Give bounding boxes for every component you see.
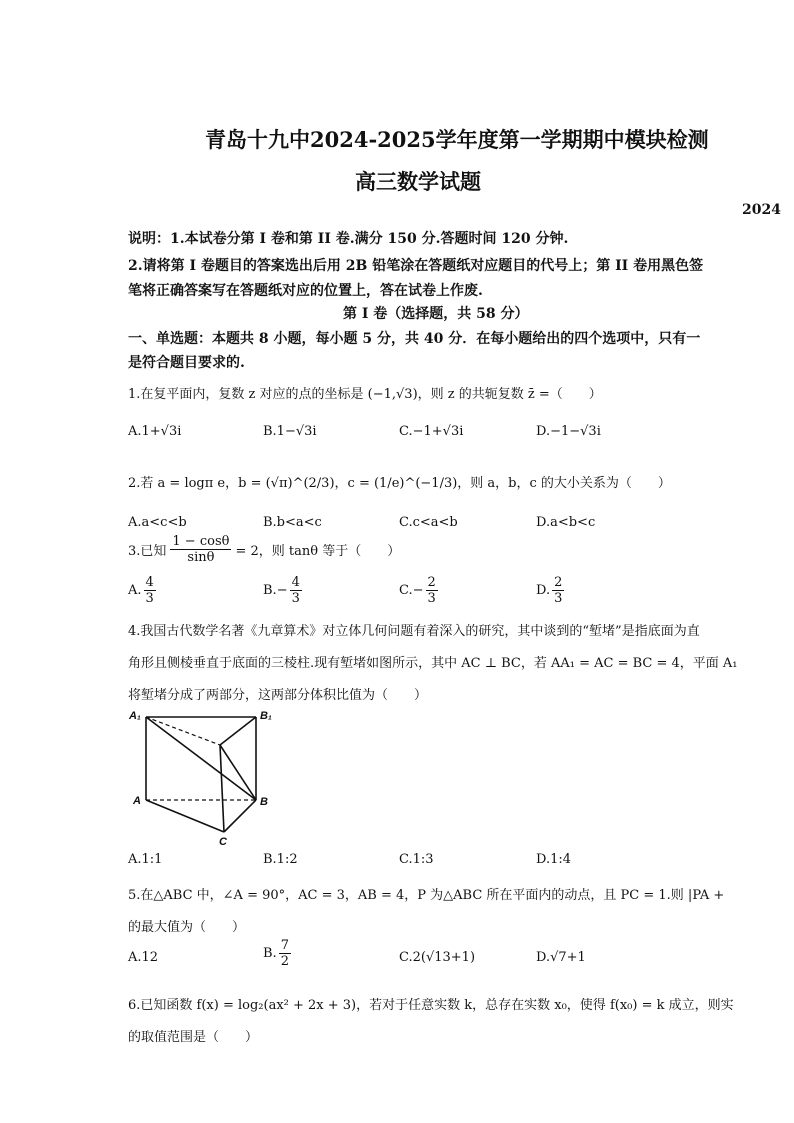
figure-label-b1: B₁	[260, 710, 272, 722]
question-4-line-2: 角形且侧棱垂直于底面的三棱柱.现有堑堵如图所示，其中 AC ⊥ BC，若 AA₁ = AC = BC = 4，平面 A₁	[128, 656, 738, 671]
q3-option-d-den: 3	[554, 591, 563, 606]
figure-label-b: B	[260, 796, 268, 808]
q2-option-a: A.a<c<b	[128, 515, 187, 530]
question-2-stem: 2.若 a = logπ e，b = (√π)^(2/3)，c = (1/e)^(−1/3)，则 a，b，c 的大小关系为（ ）	[128, 476, 671, 491]
q4-option-b: B.1:2	[263, 852, 298, 867]
question-5-line-1: 5.在△ABC 中，∠A = 90°，AC = 3，AB = 4，P 为△ABC 所在平面内的动点，且 PC = 1.则 |PA +	[128, 888, 725, 903]
q3-option-d-prefix: D.	[536, 583, 551, 598]
q3-option-b-prefix: B.	[263, 583, 277, 598]
q3-option-a-num: 4	[145, 575, 154, 590]
q3-option-c-fraction	[426, 575, 438, 606]
figure-label-a: A	[133, 795, 141, 807]
q5-option-b-fraction	[279, 938, 291, 969]
exam-date: 2024	[742, 202, 781, 218]
question-4-line-1: 4.我国古代数学名著《九章算术》对立体几何问题有着深入的研究，其中谈到的“堑堵”是指底面为直	[128, 624, 700, 639]
q5-option-d: D.√7+1	[536, 950, 586, 965]
q3-option-a-prefix: A.	[128, 583, 142, 598]
q3-option-b-fraction	[290, 575, 302, 606]
q3-option-c-den: 3	[427, 591, 436, 606]
q3-option-b-num: 4	[291, 575, 300, 590]
exam-subtitle: 高三数学试题	[355, 169, 481, 194]
prism-figure	[125, 705, 285, 850]
question-5-line-2: 的最大值为（ ）	[128, 920, 246, 935]
figure-label-a1: A₁	[129, 710, 141, 722]
q3-fraction-numerator: 1 − cosθ	[172, 534, 230, 549]
q1-option-b: B.1−√3i	[263, 424, 317, 439]
question-1-stem: 1.在复平面内，复数 z 对应的点的坐标是 (−1,√3)，则 z 的共轭复数 z̄ =（ ）	[128, 387, 602, 402]
q3-stem-post: = 2，则 tanθ 等于（ ）	[235, 544, 401, 559]
q5-option-b-prefix: B.	[263, 946, 277, 961]
question-6-line-2: 的取值范围是（ ）	[128, 1030, 259, 1045]
q3-option-c-prefix: C.	[399, 583, 413, 598]
q5-option-c: C.2(√13+1)	[399, 950, 476, 965]
q1-option-a: A.1+√3i	[128, 424, 182, 439]
note-line-3: 笔将正确答案写在答题纸对应的位置上，答在试卷上作废.	[128, 283, 483, 299]
q5-option-a: A.12	[128, 950, 159, 965]
q3-option-c	[399, 575, 438, 606]
section-intro-line-2: 是符合题目要求的.	[128, 355, 245, 371]
q3-option-c-sign: −	[412, 583, 424, 598]
q5-option-b-den: 2	[280, 954, 289, 969]
q3-fraction	[170, 534, 231, 565]
q2-option-d: D.a<b<c	[536, 515, 596, 530]
q3-option-c-num: 2	[427, 575, 436, 590]
q3-option-b-den: 3	[291, 591, 300, 606]
q3-option-d-num: 2	[554, 575, 563, 590]
q1-option-d: D.−1−√3i	[536, 424, 601, 439]
q3-option-a	[128, 575, 156, 606]
section-heading: 第 I 卷（选择题，共 58 分）	[343, 306, 529, 322]
q4-option-a: A.1:1	[128, 852, 163, 867]
q3-option-d-fraction	[552, 575, 564, 606]
q3-fraction-denominator: sinθ	[187, 550, 215, 565]
q5-option-b-num: 7	[280, 938, 289, 953]
question-6-line-1: 6.已知函数 f(x) = log₂(ax² + 2x + 3)，若对于任意实数 k，总存在实数 x₀，使得 f(x₀) = k 成立，则实	[128, 998, 734, 1013]
q3-option-b	[263, 575, 302, 606]
q4-option-c: C.1:3	[399, 852, 434, 867]
q2-option-c: C.c<a<b	[399, 515, 458, 530]
q3-option-b-sign: −	[276, 583, 288, 598]
note-line-1: 说明：1.本试卷分第 I 卷和第 II 卷.满分 150 分.答题时间 120 分钟.	[128, 231, 569, 247]
exam-title: 青岛十九中2024-2025学年度第一学期期中模块检测	[205, 127, 709, 152]
q3-option-a-den: 3	[145, 591, 154, 606]
q1-option-c: C.−1+√3i	[399, 424, 464, 439]
q4-option-d: D.1:4	[536, 852, 572, 867]
q3-option-a-fraction	[144, 575, 156, 606]
question-4-line-3: 将堑堵分成了两部分，这两部分体积比值为（ ）	[128, 688, 428, 703]
q3-stem-pre: 3.已知	[128, 544, 167, 559]
section-intro-line-1: 一、单选题：本题共 8 小题，每小题 5 分，共 40 分．在每小题给出的四个选项中，只有一	[128, 331, 701, 347]
q3-option-d	[536, 575, 564, 606]
question-3-stem	[128, 534, 400, 565]
note-line-2: 2.请将第 I 卷题目的答案选出后用 2B 铅笔涂在答题纸对应题目的代号上；第 II 卷用黑色签	[128, 258, 704, 274]
figure-label-c: C	[219, 836, 227, 848]
q2-option-b: B.b<a<c	[263, 515, 322, 530]
q5-option-b	[263, 938, 291, 969]
